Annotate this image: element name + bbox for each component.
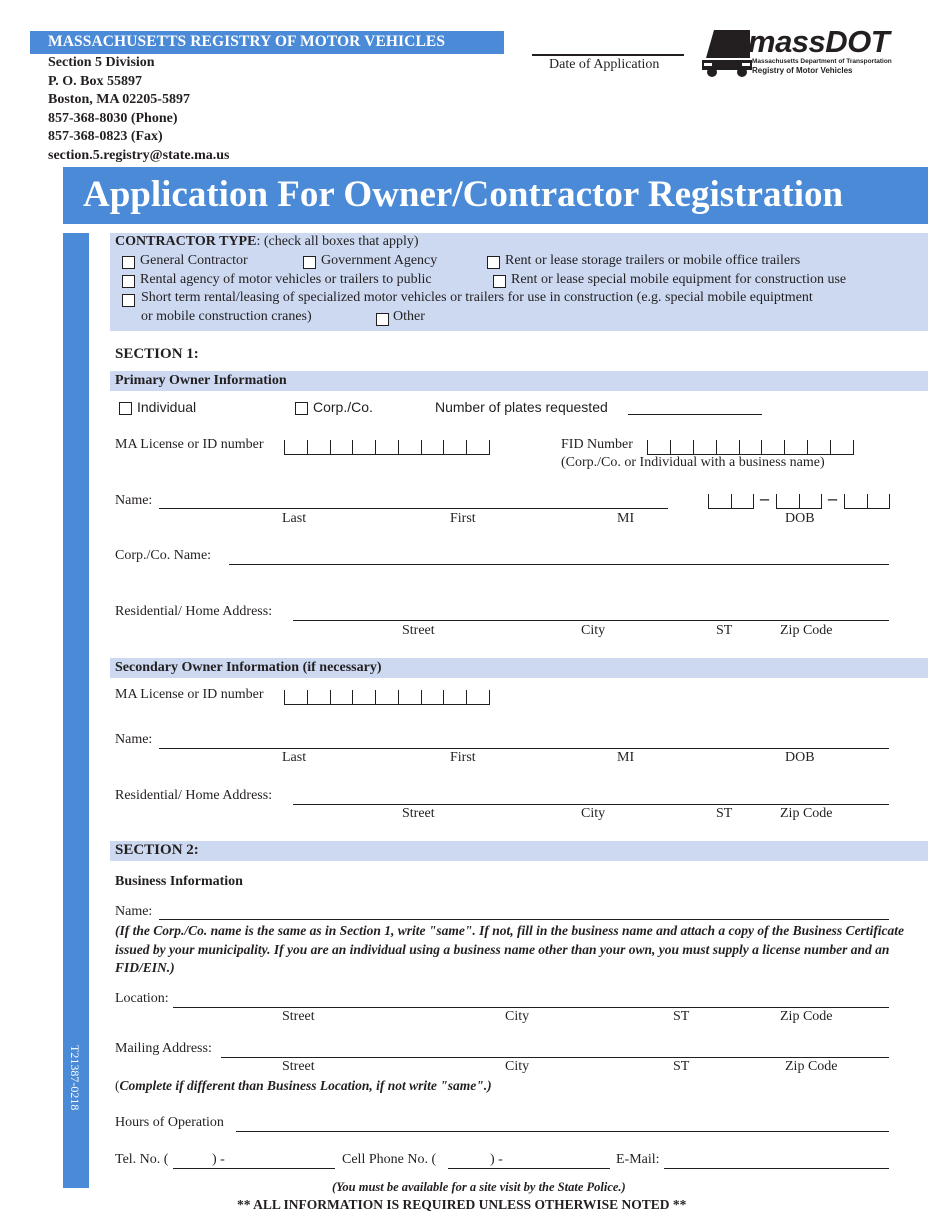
corp-name-label: Corp./Co. Name: — [115, 548, 212, 563]
general-contractor-label: General Contractor — [140, 253, 248, 268]
plates-field[interactable] — [628, 414, 762, 415]
vehicle-icon — [700, 28, 754, 78]
tel-field[interactable] — [173, 1168, 335, 1169]
business-name-label: Name: — [115, 904, 153, 919]
general-contractor-checkbox[interactable] — [122, 256, 135, 269]
address-line: Boston, MA 02205-5897 — [48, 92, 190, 108]
address-line: 857-368-0823 (Fax) — [48, 129, 163, 145]
short-term-checkbox[interactable] — [122, 294, 135, 307]
dob-month-field[interactable] — [708, 494, 754, 509]
corp-name-field[interactable] — [229, 564, 889, 565]
agency-bar-text: MASSACHUSETTS REGISTRY OF MOTOR VEHICLES — [48, 33, 446, 50]
logo-name: massDOT — [748, 24, 890, 59]
primary-owner-heading: Primary Owner Information — [115, 373, 287, 388]
first-caption: First — [450, 511, 476, 526]
site-visit-note: (You must be available for a site visit by the State Police.) — [332, 1180, 626, 1194]
government-agency-label: Government Agency — [321, 253, 438, 268]
home-address-label: Residential/ Home Address: — [115, 604, 273, 619]
plates-label: Number of plates requested — [435, 399, 608, 415]
location-city-caption: City — [505, 1009, 530, 1024]
fid-comb-field[interactable] — [647, 440, 854, 455]
email-field[interactable] — [664, 1168, 889, 1169]
date-label: Date of Application — [549, 57, 660, 72]
contractor-type-label: CONTRACTOR TYPE — [115, 234, 257, 249]
fid-note: (Corp./Co. or Individual with a business name) — [561, 455, 825, 470]
license-label: MA License or ID number — [115, 437, 264, 452]
contractor-type-instruction: : (check all boxes that apply) — [256, 234, 419, 249]
location-label: Location: — [115, 991, 169, 1006]
short-term-label: Short term rental/leasing of specialized motor vehicles or trailers for use in construction (e.g. special mobile equiptment — [141, 290, 813, 305]
mailing-label: Mailing Address: — [115, 1041, 212, 1056]
mailing-field[interactable] — [221, 1057, 889, 1058]
cell-label: Cell Phone No. ( — [342, 1152, 437, 1167]
location-field[interactable] — [173, 1007, 889, 1008]
home-address2-label: Residential/ Home Address: — [115, 788, 273, 803]
license2-label: MA License or ID number — [115, 687, 264, 702]
dob-year-field[interactable] — [844, 494, 890, 509]
name2-label: Name: — [115, 732, 153, 747]
tel-label: Tel. No. ( — [115, 1152, 169, 1167]
corp-label: Corp./Co. — [313, 399, 373, 415]
hours-field[interactable] — [236, 1131, 889, 1132]
rent-special-checkbox[interactable] — [493, 275, 506, 288]
email-label: E-Mail: — [616, 1152, 660, 1167]
location-street-caption: Street — [282, 1009, 315, 1024]
cell-suffix: ) - — [490, 1152, 503, 1167]
required-note: ** ALL INFORMATION IS REQUIRED UNLESS OTHERWISE NOTED ** — [237, 1197, 687, 1212]
location-zip-caption: Zip Code — [780, 1009, 833, 1024]
contractor-type-heading — [115, 234, 419, 250]
name2-field[interactable] — [159, 748, 889, 749]
corp-checkbox[interactable] — [295, 402, 308, 415]
city2-caption: City — [581, 806, 606, 821]
section2-band — [110, 841, 928, 861]
mailing-zip-caption: Zip Code — [785, 1059, 838, 1074]
address-line: section.5.registry@state.ma.us — [48, 147, 230, 163]
zip2-caption: Zip Code — [780, 806, 833, 821]
zip-caption: Zip Code — [780, 623, 833, 638]
mailing-city-caption: City — [505, 1059, 530, 1074]
dob-dash: – — [760, 488, 769, 508]
license-comb-field[interactable] — [284, 440, 490, 455]
dob-day-field[interactable] — [776, 494, 822, 509]
rental-agency-label: Rental agency of motor vehicles or trailers to public — [140, 272, 432, 287]
address-line: P. O. Box 55897 — [48, 73, 142, 89]
other-checkbox[interactable] — [376, 313, 389, 326]
address-line: 857-368-8030 (Phone) — [48, 110, 178, 126]
city-caption: City — [581, 623, 606, 638]
dob2-caption: DOB — [785, 750, 815, 765]
home-address2-field[interactable] — [293, 804, 889, 805]
rent-special-label: Rent or lease special mobile equipment for construction use — [511, 272, 847, 287]
address-line: Section 5 Division — [48, 55, 155, 70]
short-term-label-cont: or mobile construction cranes) — [141, 309, 312, 324]
mailing-st-caption: ST — [673, 1059, 690, 1074]
mailing-note-text: Complete if different than Business Location, if not write "same".) — [119, 1078, 492, 1093]
st-caption: ST — [716, 623, 733, 638]
name-label: Name: — [115, 493, 153, 508]
logo-sub1: Massachusetts Department of Transportation — [752, 58, 892, 65]
business-name-note: (If the Corp./Co. name is the same as in Section 1, write "same". If not, fill in the business name and attach a copy of the Business Certificate issued by your municipality. If you are an individual using a business name other than your own, you must supply a license number and an FID/EIN.) — [115, 923, 905, 975]
mi-caption: MI — [617, 511, 635, 526]
tel-suffix: ) - — [212, 1152, 225, 1167]
fid-label: FID Number — [561, 437, 633, 452]
street-caption: Street — [402, 623, 435, 638]
rent-storage-label: Rent or lease storage trailers or mobile office trailers — [505, 253, 801, 268]
mailing-note-paren: ( — [115, 1078, 120, 1093]
address-block — [48, 54, 230, 166]
last-caption: Last — [282, 511, 307, 526]
first2-caption: First — [450, 750, 476, 765]
massdot-logo — [700, 26, 920, 78]
form-code: T21387-0218 — [68, 1045, 82, 1111]
mi2-caption: MI — [617, 750, 635, 765]
last2-caption: Last — [282, 750, 307, 765]
logo-sub2: Registry of Motor Vehicles — [752, 66, 853, 75]
mailing-street-caption: Street — [282, 1059, 315, 1074]
section2-heading: SECTION 2: — [115, 842, 199, 858]
st2-caption: ST — [716, 806, 733, 821]
rental-agency-checkbox[interactable] — [122, 275, 135, 288]
hours-label: Hours of Operation — [115, 1115, 224, 1130]
rent-storage-checkbox[interactable] — [487, 256, 500, 269]
other-label: Other — [393, 309, 425, 324]
street2-caption: Street — [402, 806, 435, 821]
location-st-caption: ST — [673, 1009, 690, 1024]
section1-heading: SECTION 1: — [115, 346, 199, 362]
home-address-field[interactable] — [293, 620, 889, 621]
government-agency-checkbox[interactable] — [303, 256, 316, 269]
date-field[interactable] — [532, 54, 684, 56]
mailing-note — [115, 1078, 492, 1094]
name-field[interactable] — [159, 508, 668, 509]
business-name-field[interactable] — [159, 919, 889, 920]
individual-checkbox[interactable] — [119, 402, 132, 415]
secondary-owner-heading: Secondary Owner Information (if necessary) — [115, 660, 382, 675]
cell-field[interactable] — [448, 1168, 610, 1169]
license2-comb-field[interactable] — [284, 690, 490, 705]
dob-caption: DOB — [785, 511, 815, 526]
dob-dash: – — [828, 488, 837, 508]
individual-label: Individual — [137, 399, 197, 415]
page-title: Application For Owner/Contractor Registration — [83, 174, 844, 215]
business-info-heading: Business Information — [115, 874, 243, 889]
